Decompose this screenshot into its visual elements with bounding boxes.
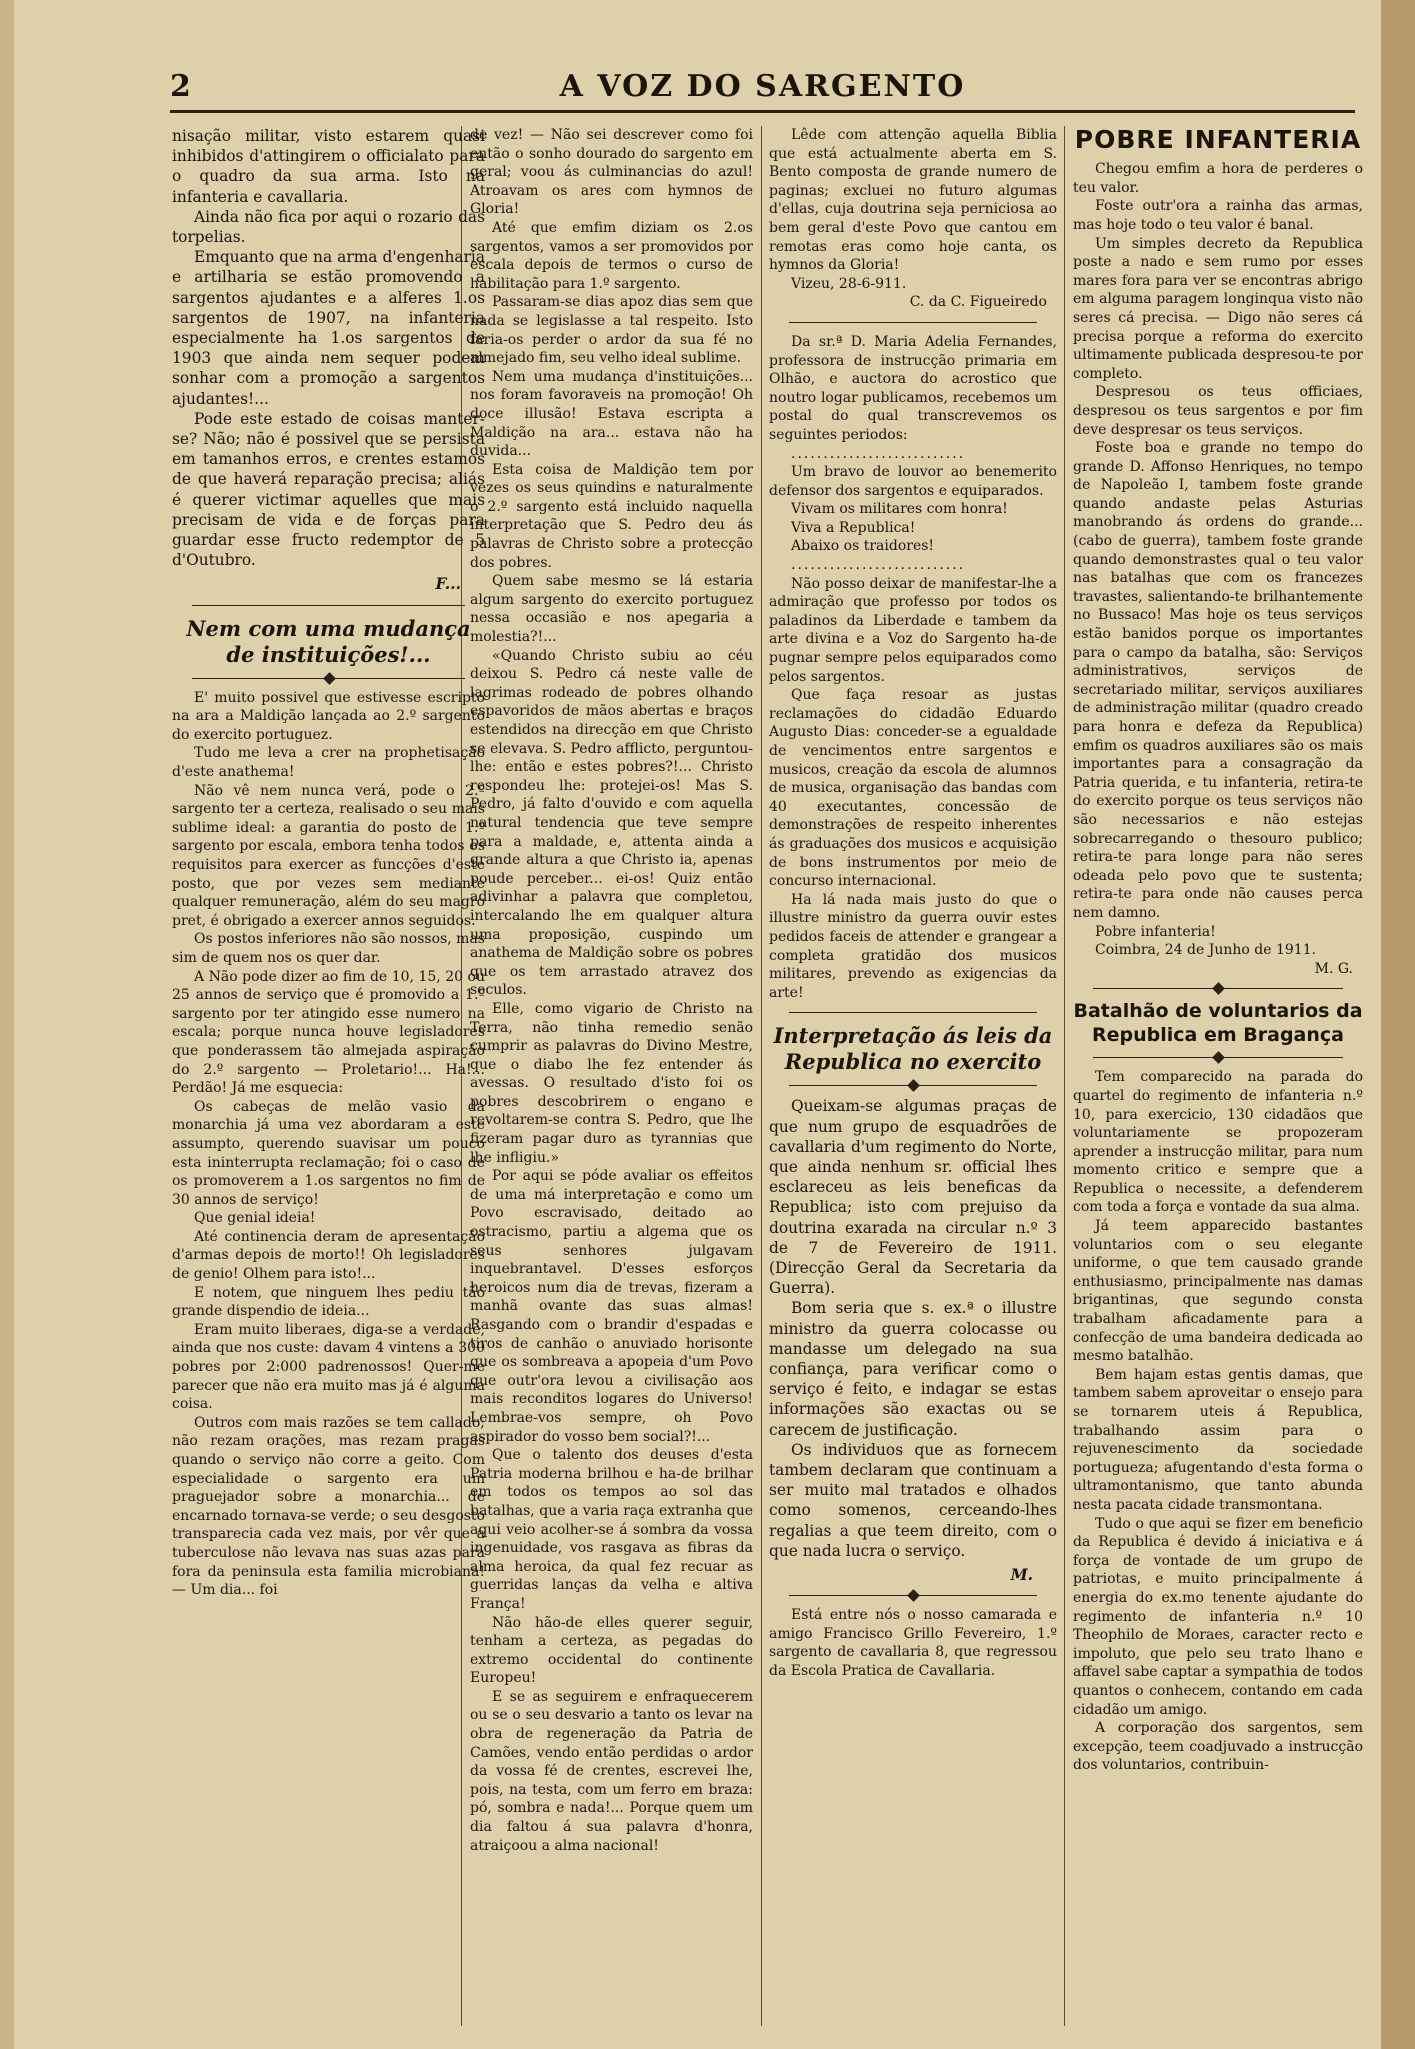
- paragraph: E notem, que ninguem lhes pediu tão grande dispendio de ideia...: [172, 1284, 485, 1320]
- page-header: [170, 64, 1355, 108]
- paragraph: Esta coisa de Maldição tem por vezes os seus quindins e naturalmente o 2.º sargento está incluido naquella interpretação que S. Pedro deu ás palavras de Christo sobre a protecção dos pobres.: [470, 461, 753, 571]
- paragraph: Ha lá nada mais justo do que o illustre ministro da guerra ouvir estes pedidos faceis de attender e grangear a completa gratidão dos musicos militares, prevendo as exigencias da arte!: [769, 891, 1057, 1001]
- paragraph: Viva a Republica!: [791, 519, 916, 536]
- paragraph: Abaixo os traidores!: [791, 538, 935, 555]
- ornament-rule: [1093, 988, 1343, 989]
- article-headline: Batalhão de voluntarios da Republica em Bragança: [1073, 1000, 1363, 1047]
- article-signature: C. da C. Figueiredo: [909, 294, 1047, 311]
- article-signature: F...: [435, 575, 461, 594]
- paragraph: Passaram-se dias apoz dias sem que nada se legislasse a tal respeito. Isto faria-os perder o ardor da sua fé no almejado fim, seu velho ideal sublime.: [470, 294, 753, 367]
- column-4: [1073, 126, 1363, 2026]
- paragraph: Queixam-se algumas praças de que num grupo de esquadrões de cavallaria d'um regimento do Norte, que ainda nenhum sr. official lhes esclareceu as leis beneficas da Republica; isto com prejuiso da doutrina exarada na circular n.º 3 de 7 de Fevereiro de 1911. (Direcção Geral da Secretaria da Guerra).: [769, 1097, 1057, 1298]
- article-headline: POBRE INFANTERIA: [1074, 126, 1362, 154]
- paragraph: Os postos inferiores não são nossos, mas sim de quem nos os quer dar.: [172, 931, 485, 966]
- article-signature: M.: [1010, 1565, 1033, 1584]
- paragraph: E se as seguirem e enfraquecerem ou se o seu desvario a tanto os levar na obra de regeneração da Patria de Camões, vendo então perdidas o ardor da vossa fé de crentes, escrevei lhe, pois, na testa, com um ferro em braza: pó, sombra e nada!... Porque quem um dia faltou á sua palavra d'honra, atraiçoou a alma nacional!: [470, 1688, 753, 1854]
- paragraph: Não posso deixar de manifestar-lhe a admiração que professo por todos os paladinos da Liberdade e tambem da arte divina e a Voz do Sargento ha-de pugnar sempre pelos equiparados como pelos sargentos.: [769, 575, 1057, 685]
- paragraph: Até que emfim diziam os 2.os sargentos, vamos a ser promovidos por escala depois de termos o curso de habilitação para 1.º sargento.: [470, 219, 753, 292]
- paragraph: A corporação dos sargentos, sem excepção, teem coadjuvado a instrucção dos voluntarios, contribuin-: [1073, 1720, 1363, 1774]
- paragraph: Elle, como vigario de Christo na Terra, não tinha remedio senão cumprir as palavras do Divino Mestre, que o diabo lhe fez entender ás avessas. O resultado d'isto foi os pobres descobrirem o engano e revoltarem-se contra S. Pedro, que lhe fizeram pagar duro as tyrannias que lhe infligiu.»: [470, 1000, 753, 1166]
- paragraph: de vez! — Não sei descrever como foi então o sonho dourado do sargento em geral; voou ás culminancias do azul! Atroavam os ares com hymnos de Gloria!: [470, 127, 753, 218]
- place-date: Vizeu, 28-6-911.: [791, 275, 907, 292]
- separator-rule: [789, 322, 1037, 323]
- article-signature: M. G.: [1314, 960, 1353, 977]
- paragraph: nisação militar, visto estarem quasi inhibidos d'attingirem o officialato para o quadro da sua arma. Isto na infanteria e cavallaria.: [172, 127, 485, 206]
- paragraph: A Não pode dizer ao fim de 10, 15, 20 ou 25 annos de serviço que é promovido a 1.º sargento por ter atingido esse numero na escala; porque nunca houve legisladores que ponderassem tão almejada aspiração do 2.º sargento — Proletario!... Ha!... Perdão! Já me esquecia:: [172, 968, 485, 1097]
- paragraph: Da sr.ª D. Maria Adelia Fernandes, professora de instrucção primaria em Olhão, e auctora do acrostico que noutro logar publicamos, recebemos um postal do qual transcrevemos os seguintes periodos:: [769, 333, 1057, 443]
- column-rule-2: [761, 126, 762, 2026]
- paragraph: Foste outr'ora a rainha das armas, mas hoje todo o teu valor é banal.: [1073, 198, 1363, 233]
- paragraph: Eram muito liberaes, diga-se a verdade, ainda que nos custe: davam 4 vintens a 300 pobres por 2:000 padrenossos! Quer-me parecer que não era muito mas já é alguma coisa.: [172, 1321, 485, 1413]
- ellipsis-line: ...........................: [791, 445, 966, 462]
- paragraph: Ainda não fica por aqui o rozario das torpelias.: [172, 207, 485, 247]
- paragraph: «Quando Christo subiu ao céu deixou S. Pedro cá neste valle de lagrimas rodeado de pobres olhando espavoridos de mãos abertas e braços estendidos na direcção em que Christo se elevava. S. Pedro afflicto, perguntou-lhe: então e estes pobres?!... Christo respondeu lhe: protejei-os! Mas S. Pedro, já falto d'ouvido e com aquella natural tendencia que teve sempre para a maldade, e, attenta ainda a grande altura a que Christo ia, apenas poude perceber... ei-os! Quiz então adivinhar a palavra que completou, intercalando lhe em qualquer altura uma proposição, cuspindo um anathema de Maldição sobre os pobres que os tem arrastado atravez dos seculos.: [470, 647, 753, 999]
- separator-rule: [192, 605, 465, 606]
- paragraph: Tem comparecido na parada do quartel do regimento de infanteria n.º 10, para exercicio, 130 cidadãos que voluntariamente se propozeram aprender a instrucção militar, para num momento critico e sempre que a Republica o necessite, a defenderem com toda a força e vontade da sua alma.: [1073, 1069, 1363, 1216]
- newspaper-title: A VOZ DO SARGENTO: [559, 68, 966, 104]
- paragraph: Tudo me leva a crer na prophetisação d'este anathema!: [172, 745, 485, 781]
- paragraph: Emquanto que na arma d'engenharia e artilharia se estão promovendo a sargentos ajudantes e a alferes 1.os sargentos de 1907, na infanteria especialmente ha 1.os sargentos de 1903 que ainda nem sequer podem sonhar com a promoção a sargentos ajudantes!...: [172, 248, 485, 408]
- paragraph: Despresou os teus officiaes, despresou os teus sargentos e por fim deve despresar os teus serviços.: [1073, 384, 1363, 438]
- article-headline: Interpretação ás leis da Republica no exercito: [773, 1023, 1053, 1075]
- paragraph: Bem hajam estas gentis damas, que tambem sabem aproveitar o ensejo para se tornarem uteis á Republica, trabalhando assim para o rejuvenescimento da sociedade portugueza; afugentando d'esta forma o ultramontanismo, que tanto abunda nesta pacata cidade transmontana.: [1073, 1366, 1363, 1513]
- paragraph: Vivam os militares com honra!: [791, 501, 1008, 518]
- ornament-rule: [192, 678, 465, 679]
- paragraph: Que faça resoar as justas reclamações do cidadão Eduardo Augusto Dias: conceder-se a egualdade de vencimentos entre sargentos e musicos, creação da escola de alumnos de musica, organisação das bandas com 40 executantes, concessão de demonstrações de respeito inherentes ás graduações dos musicos e acquisição de bons instrumentos por meio de concurso internacional.: [769, 687, 1057, 890]
- paragraph: Foste boa e grande no tempo do grande D. Affonso Henriques, no tempo de Napoleão I, tambem foste grande quando andaste pelas Asturias manobrando ás ordens do grande... (cabo de guerra), tambem foste grande quando demonstrastes qual o teu valor nas batalhas que com os francezes travastes, salientando-te brilhantemente no Bussaco! Mas hoje os teus serviços estão banidos porque os importantes para o campo da batalha, são: Serviços administrativos, serviços de secretariado militar, serviços auxiliares de administração militar (quadro creado para honra e defeza da Republica) emfim os quadros auxiliares são os mais importantes para a consagração da Patria querida, e tu infanteria, retira-te do exercito porque os teus serviços não são necessarios e não estejas sobrecarregando o thesouro publico; retira-te para longe para não seres odeada pelo povo que te sustenta; retira-te para onde não causes perca nem damno.: [1073, 440, 1363, 921]
- paragraph: Está entre nós o nosso camarada e amigo Francisco Grillo Fevereiro, 1.º sargento de cavallaria 8, que regressou da Escola Pratica de Cavallaria.: [769, 1607, 1057, 1679]
- ornament-rule: [789, 1085, 1037, 1086]
- article-headline: Nem com uma mudança de instituições!...: [186, 615, 471, 667]
- paragraph: E' muito possivel que estivesse escripto na ara a Maldição lançada ao 2.º sargento do exercito portuguez.: [172, 689, 485, 743]
- paragraph: Um bravo de louvor ao benemerito defensor dos sargentos e equiparados.: [769, 464, 1057, 499]
- paragraph: Outros com mais razões se tem callado; não rezam orações, mas rezam pragas quando o serviço não corre a geito. Com especialidade o sargento era um praguejador sobre a monarchia... de encarnado tornava-se verde; o seu desgosto transparecia cada vez mais, por vêr que a tuberculose não levava nas suas azas para fora da peninsula esta familia microbiana! — Um dia... foi: [172, 1414, 485, 1599]
- paragraph: Bom seria que s. ex.ª o illustre ministro da guerra colocasse ou mandasse um delegado na sua confiança, para verificar como o serviço é feito, e indagar se estas informações são exactas ou se carecem de justificação.: [769, 1299, 1057, 1439]
- place-date: Coimbra, 24 de Junho de 1911.: [1095, 942, 1317, 959]
- paragraph: Até continencia deram de apresentação d'armas depois de morto!! Oh legisladores de genio! Olhem para isto!...: [172, 1228, 485, 1283]
- column-3: [769, 126, 1057, 2026]
- column-2: [470, 126, 753, 2026]
- paragraph: Um simples decreto da Republica poste a nado e sem rumo por esses mares fora para ver se encontras abrigo em alguma paragem longinqua visto não seres cá precisa. — Digo não seres cá precisa porque a reforma do exercito ultimamente publicada despresou-te por completo.: [1073, 235, 1363, 382]
- page-edge-left: [0, 0, 14, 2049]
- separator-rule: [789, 1012, 1037, 1013]
- paragraph: Que o talento dos deuses d'esta Patria moderna brilhou e ha-de brilhar em todos os tempos ao sol das batalhas, que a varia raça extranha que aqui veio acolher-se á sombra da vossa ingenuidade, vos rasgava as fibras da alma heroica, da qual fez recuar as guerridas lanças da velha e altiva França!: [470, 1447, 753, 1612]
- paragraph: Pobre infanteria!: [1095, 923, 1216, 940]
- paragraph: Que genial ideia!: [194, 1210, 316, 1227]
- paragraph: Nem uma mudança d'instituições... nos foram favoraveis na promoção! Oh doce illusão! Estava escripta a Maldição na ara... estava não ha duvida...: [470, 368, 753, 460]
- column-1: [172, 126, 485, 2026]
- header-rule: [170, 110, 1355, 113]
- page-edge-right: [1381, 0, 1415, 2049]
- ellipsis-line: ...........................: [791, 557, 966, 574]
- paragraph: Chegou emfim a hora de perderes o teu valor.: [1073, 161, 1363, 196]
- paragraph: Os individuos que as fornecem tambem declaram que continuam a ser muito mal tratados e olhados como somenos, cerceando-lhes regalias a que teem direito, com o que nada lucra o serviço.: [769, 1440, 1057, 1560]
- paragraph: Já teem apparecido bastantes voluntarios com o seu elegante uniforme, o que tem causado grande enthusiasmo, principalmente nas damas brigantinas, que segundo consta trabalham aficadamente para a confecção de uma bandeira dedicada ao mesmo batalhão.: [1073, 1218, 1363, 1365]
- ornament-rule: [789, 1595, 1037, 1596]
- ornament-rule: [1093, 1057, 1343, 1058]
- paragraph: Por aqui se póde avaliar os effeitos de uma má interpretação e como um Povo escravisado, deitado ao ostracismo, partiu a algema que os seus senhores julgavam inquebrantavel. D'esses esforços heroicos num dia de trevas, fizeram a manhã ovante das suas almas! Rasgando com o brandir d'espadas e tiros de canhão o anuviado horisonte que os sombreava a apopeia d'um Povo que outr'ora levou a civilisação aos mais reconditos logares do Universo! Lembrae-vos sempre, oh Povo aspirador do vosso bem social?!...: [470, 1168, 753, 1445]
- paragraph: Não vê nem nunca verá, pode o 2.º sargento ter a certeza, realisado o seu mais sublime ideal: a garantia do posto de 1.º sargento por escala, embora tenha todos os requisitos para exercer as funcções d'este posto, que por vezes sem mediante qualquer remuneração, além do seu magro pret, é obrigado a exercer annos seguidos.: [172, 782, 485, 929]
- page-number: 2: [170, 68, 191, 104]
- paragraph: Não hão-de elles querer seguir, tenham a certeza, as pegadas do extremo occidental do continente Europeu!: [470, 1614, 753, 1687]
- paragraph: Quem sabe mesmo se lá estaria algum sargento do exercito portuguez nessa occasião e nos apegaria a molestia?!...: [470, 573, 753, 646]
- paragraph: Pode este estado de coisas manter-se? Não; não é possivel que se persista em tamanhos erros, e crentes estamos de que haverá reparação precisa; aliás é querer victimar aquelles que mais precisam de vida e de forças para guardar esse fructo redemptor de 5 d'Outubro.: [172, 409, 485, 570]
- paragraph: Lêde com attenção aquella Biblia que está actualmente aberta em S. Bento composta de grande numero de paginas; excluei no futuro algumas d'ellas, cuja doutrina seja perniciosa ao bem geral d'este Povo que cantou em remotas eras como hoje canta, os hymnos da Gloria!: [769, 127, 1057, 274]
- paragraph: Tudo o que aqui se fizer em beneficio da Republica é devido á iniciativa e á força de vontade de um grupo de patriotas, e muito principalmente á energia do ex.mo tenente ajudante do regimento de infanteria n.º 10 Theophilo de Moraes, caracter recto e impoluto, que pelo seu trato lhano e affavel sabe captar a sympathia de todos quantos o conhecem, contando em cada cidadão um amigo.: [1073, 1515, 1363, 1718]
- paragraph: Os cabeças de melão vasio da monarchia já uma vez abordaram a este assumpto, querendo suavisar um pouco esta ininterrupta reclamação; foi o caso de os promoverem a 1.os sargentos no fim de 30 annos de serviço!: [172, 1098, 485, 1208]
- column-rule-3: [1064, 126, 1065, 2026]
